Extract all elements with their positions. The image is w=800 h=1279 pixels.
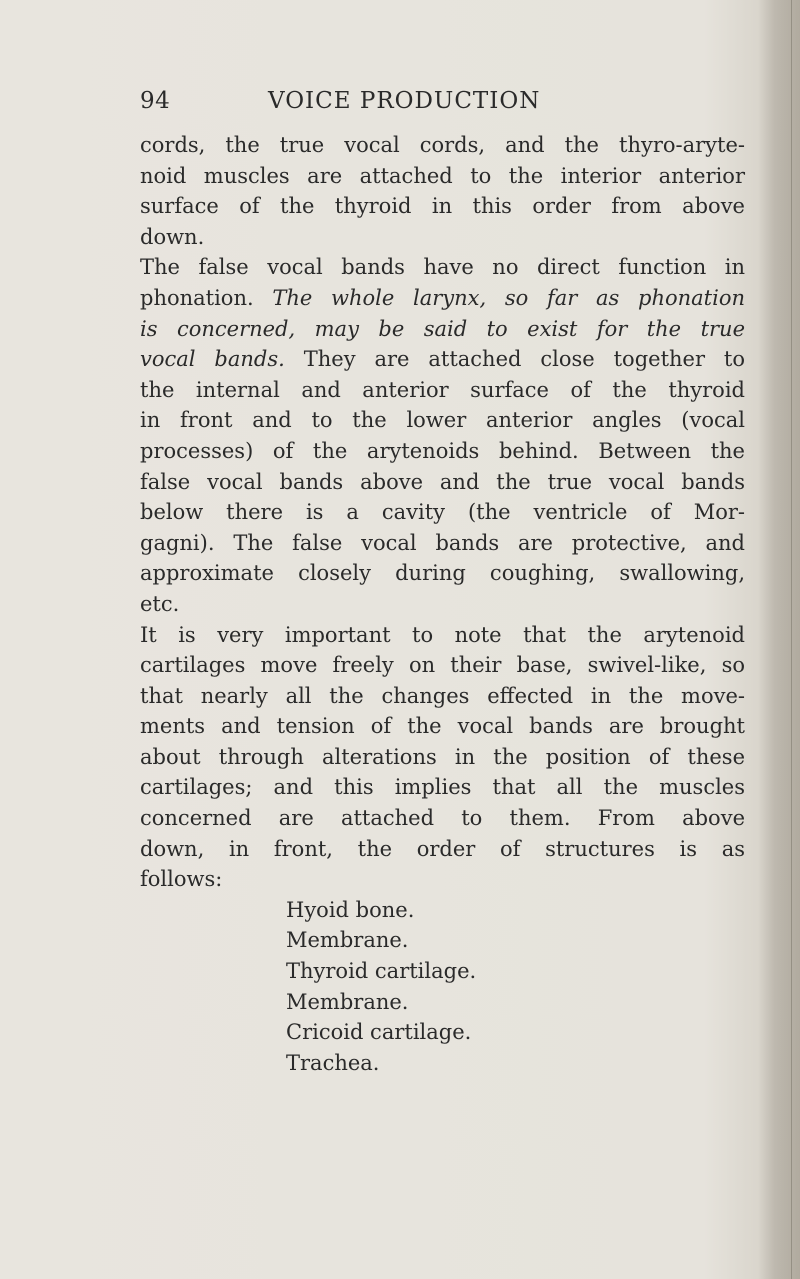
text-line: below there is a cavity (the ventricle of Mor-: [140, 500, 745, 525]
text-line: that nearly all the changes effected in the move-: [140, 683, 745, 708]
page-header: [140, 88, 740, 122]
text-line: in front and to the lower anterior angles (vocal: [140, 408, 745, 433]
page-edge-shadow: [758, 0, 800, 1279]
body-text: [140, 130, 745, 1078]
text-line-mixed: [140, 344, 745, 375]
italic-text: The whole larynx, so far as phonation: [272, 285, 745, 310]
text-line: cartilages move freely on their base, swivel-like, so: [140, 653, 745, 678]
list-item: Membrane.: [286, 989, 409, 1014]
text-line: down, in front, the order of structures is as: [140, 836, 745, 861]
text-run: phonation.: [140, 285, 273, 310]
text-line: gagni). The false vocal bands are protective, and: [140, 530, 745, 555]
text-line: about through alterations in the position of these: [140, 744, 745, 769]
text-line: It is very important to note that the arytenoid: [140, 622, 745, 647]
list-item: Cricoid cartilage.: [286, 1020, 472, 1045]
text-line-mixed: [140, 283, 745, 314]
paragraph-3: [140, 620, 745, 895]
structures-list: [140, 895, 745, 1079]
list-item: Membrane.: [286, 928, 409, 953]
text-line: etc.: [140, 591, 180, 616]
text-line: approximate closely during coughing, swallowing,: [140, 561, 745, 586]
text-line: noid muscles are attached to the interior anterior: [140, 163, 745, 188]
text-line: concerned are attached to them. From above: [140, 806, 745, 831]
list-item: Hyoid bone.: [286, 897, 415, 922]
text-line: surface of the thyroid in this order from above: [140, 194, 745, 219]
page-edge-line: [791, 0, 792, 1279]
list-item: Trachea.: [286, 1050, 380, 1075]
text-run: They are attached close together to: [284, 347, 745, 372]
text-line: the internal and anterior surface of the thyroid: [140, 377, 745, 402]
page-number: 94: [140, 88, 171, 114]
text-line: down.: [140, 224, 205, 249]
running-head: VOICE PRODUCTION: [268, 88, 541, 114]
text-line: ments and tension of the vocal bands are brought: [140, 714, 745, 739]
text-line: cartilages; and this implies that all the muscles: [140, 775, 745, 800]
text-line-italic: [140, 314, 745, 345]
paragraph-1: [140, 130, 745, 252]
text-line: false vocal bands above and the true vocal bands: [140, 469, 745, 494]
text-line: processes) of the arytenoids behind. Between the: [140, 438, 745, 463]
paragraph-2: [140, 252, 745, 619]
text-line: follows:: [140, 867, 223, 892]
italic-text: is concerned, may be said to exist for the true: [140, 316, 745, 341]
list-item: Thyroid cartilage.: [286, 959, 477, 984]
italic-text: vocal bands.: [140, 347, 285, 372]
text-line: The false vocal bands have no direct function in: [140, 255, 745, 280]
text-line: cords, the true vocal cords, and the thyro-aryte-: [140, 133, 745, 157]
